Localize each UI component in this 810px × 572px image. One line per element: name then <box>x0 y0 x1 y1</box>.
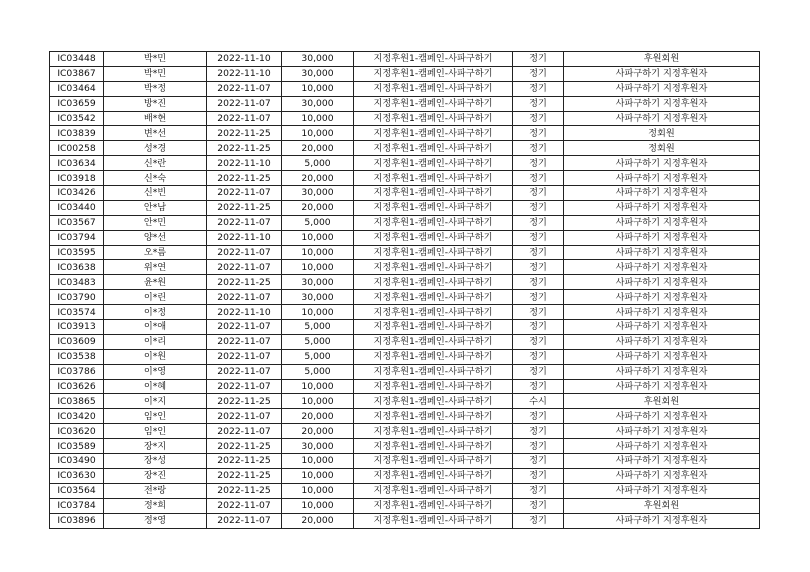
member-type-cell: 사파구하기 지정후원자 <box>564 468 760 483</box>
donation-amount-cell: 30,000 <box>282 52 354 67</box>
donation-date-cell: 2022-11-25 <box>207 200 282 215</box>
donation-amount-cell: 20,000 <box>282 171 354 186</box>
table-row <box>50 156 760 171</box>
table-row <box>50 275 760 290</box>
member-type-cell: 사파구하기 지정후원자 <box>564 215 760 230</box>
donor-id-cell: IC03420 <box>50 409 104 424</box>
donor-name-cell: 안*민 <box>104 215 207 230</box>
donor-id-cell: IC03867 <box>50 66 104 81</box>
designation-cell: 지정후원1-캠페인-사파구하기 <box>354 349 513 364</box>
donor-name-cell: 안*남 <box>104 200 207 215</box>
donor-name-cell: 윤*원 <box>104 275 207 290</box>
donation-date-cell: 2022-11-07 <box>207 96 282 111</box>
table-row <box>50 186 760 201</box>
donor-id-cell: IC03659 <box>50 96 104 111</box>
donor-name-cell: 박*정 <box>104 81 207 96</box>
table-row <box>50 111 760 126</box>
donation-date-cell: 2022-11-10 <box>207 305 282 320</box>
donation-amount-cell: 10,000 <box>282 454 354 469</box>
member-type-cell: 사파구하기 지정후원자 <box>564 186 760 201</box>
table-row <box>50 513 760 528</box>
donor-id-cell: IC03638 <box>50 260 104 275</box>
donation-type-cell: 정기 <box>513 111 564 126</box>
donor-name-cell: 신*란 <box>104 156 207 171</box>
designation-cell: 지정후원1-캠페인-사파구하기 <box>354 260 513 275</box>
member-type-cell: 사파구하기 지정후원자 <box>564 454 760 469</box>
donation-type-cell: 정기 <box>513 81 564 96</box>
donation-date-cell: 2022-11-25 <box>207 454 282 469</box>
member-type-cell: 사파구하기 지정후원자 <box>564 379 760 394</box>
table-row <box>50 364 760 379</box>
donor-id-cell: IC03609 <box>50 334 104 349</box>
member-type-cell: 정회원 <box>564 126 760 141</box>
table-row <box>50 305 760 320</box>
donation-type-cell: 정기 <box>513 349 564 364</box>
donation-type-cell: 정기 <box>513 200 564 215</box>
donation-date-cell: 2022-11-25 <box>207 483 282 498</box>
donation-type-cell: 수시 <box>513 394 564 409</box>
donation-amount-cell: 10,000 <box>282 111 354 126</box>
table-row <box>50 126 760 141</box>
donation-date-cell: 2022-11-07 <box>207 260 282 275</box>
donation-date-cell: 2022-11-07 <box>207 81 282 96</box>
donor-id-cell: IC03483 <box>50 275 104 290</box>
donor-id-cell: IC03542 <box>50 111 104 126</box>
designation-cell: 지정후원1-캠페인-사파구하기 <box>354 215 513 230</box>
donor-id-cell: IC03786 <box>50 364 104 379</box>
table-row <box>50 424 760 439</box>
donation-amount-cell: 10,000 <box>282 379 354 394</box>
donation-type-cell: 정기 <box>513 275 564 290</box>
donation-date-cell: 2022-11-07 <box>207 498 282 513</box>
donation-date-cell: 2022-11-07 <box>207 186 282 201</box>
member-type-cell: 후원회원 <box>564 52 760 67</box>
donor-id-cell: IC03595 <box>50 245 104 260</box>
donor-name-cell: 변*선 <box>104 126 207 141</box>
designation-cell: 지정후원1-캠페인-사파구하기 <box>354 320 513 335</box>
member-type-cell: 후원회원 <box>564 498 760 513</box>
donation-amount-cell: 20,000 <box>282 200 354 215</box>
table-row <box>50 260 760 275</box>
member-type-cell: 사파구하기 지정후원자 <box>564 171 760 186</box>
table-row <box>50 483 760 498</box>
donor-id-cell: IC03426 <box>50 186 104 201</box>
donor-id-cell: IC03567 <box>50 215 104 230</box>
member-type-cell: 사파구하기 지정후원자 <box>564 111 760 126</box>
designation-cell: 지정후원1-캠페인-사파구하기 <box>354 156 513 171</box>
donation-amount-cell: 10,000 <box>282 81 354 96</box>
donation-date-cell: 2022-11-10 <box>207 230 282 245</box>
designation-cell: 지정후원1-캠페인-사파구하기 <box>354 141 513 156</box>
designation-cell: 지정후원1-캠페인-사파구하기 <box>354 275 513 290</box>
table-row <box>50 439 760 454</box>
donation-date-cell: 2022-11-07 <box>207 349 282 364</box>
designation-cell: 지정후원1-캠페인-사파구하기 <box>354 200 513 215</box>
donor-id-cell: IC03626 <box>50 379 104 394</box>
table-row <box>50 454 760 469</box>
member-type-cell: 사파구하기 지정후원자 <box>564 200 760 215</box>
donor-name-cell: 이*혜 <box>104 379 207 394</box>
designation-cell: 지정후원1-캠페인-사파구하기 <box>354 439 513 454</box>
member-type-cell: 사파구하기 지정후원자 <box>564 96 760 111</box>
donation-type-cell: 정기 <box>513 96 564 111</box>
donor-name-cell: 이*원 <box>104 349 207 364</box>
table-row <box>50 141 760 156</box>
donation-amount-cell: 10,000 <box>282 483 354 498</box>
donor-id-cell: IC03490 <box>50 454 104 469</box>
donor-name-cell: 정*영 <box>104 513 207 528</box>
table-row <box>50 349 760 364</box>
designation-cell: 지정후원1-캠페인-사파구하기 <box>354 468 513 483</box>
donation-amount-cell: 10,000 <box>282 305 354 320</box>
donation-amount-cell: 30,000 <box>282 439 354 454</box>
donation-date-cell: 2022-11-25 <box>207 171 282 186</box>
donor-name-cell: 정*희 <box>104 498 207 513</box>
designation-cell: 지정후원1-캠페인-사파구하기 <box>354 81 513 96</box>
donation-date-cell: 2022-11-25 <box>207 439 282 454</box>
member-type-cell: 사파구하기 지정후원자 <box>564 66 760 81</box>
donation-amount-cell: 5,000 <box>282 320 354 335</box>
donation-date-cell: 2022-11-07 <box>207 215 282 230</box>
donor-name-cell: 이*린 <box>104 290 207 305</box>
donation-date-cell: 2022-11-07 <box>207 513 282 528</box>
member-type-cell: 사파구하기 지정후원자 <box>564 513 760 528</box>
donation-type-cell: 정기 <box>513 305 564 320</box>
donation-amount-cell: 10,000 <box>282 126 354 141</box>
donor-id-cell: IC00258 <box>50 141 104 156</box>
designation-cell: 지정후원1-캠페인-사파구하기 <box>354 334 513 349</box>
member-type-cell: 사파구하기 지정후원자 <box>564 290 760 305</box>
donation-amount-cell: 10,000 <box>282 468 354 483</box>
designation-cell: 지정후원1-캠페인-사파구하기 <box>354 96 513 111</box>
donor-name-cell: 장*성 <box>104 454 207 469</box>
donation-type-cell: 정기 <box>513 141 564 156</box>
donation-amount-cell: 20,000 <box>282 513 354 528</box>
donor-id-cell: IC03620 <box>50 424 104 439</box>
donor-name-cell: 전*랑 <box>104 483 207 498</box>
donor-id-cell: IC03448 <box>50 52 104 67</box>
donation-date-cell: 2022-11-10 <box>207 66 282 81</box>
donor-name-cell: 신*빈 <box>104 186 207 201</box>
donation-date-cell: 2022-11-07 <box>207 364 282 379</box>
table-row <box>50 171 760 186</box>
donation-amount-cell: 20,000 <box>282 409 354 424</box>
donation-type-cell: 정기 <box>513 379 564 394</box>
donor-id-cell: IC03538 <box>50 349 104 364</box>
donation-type-cell: 정기 <box>513 171 564 186</box>
donor-name-cell: 임*인 <box>104 409 207 424</box>
donor-id-cell: IC03839 <box>50 126 104 141</box>
donation-type-cell: 정기 <box>513 409 564 424</box>
donor-id-cell: IC03913 <box>50 320 104 335</box>
member-type-cell: 사파구하기 지정후원자 <box>564 364 760 379</box>
donor-name-cell: 임*인 <box>104 424 207 439</box>
donation-date-cell: 2022-11-07 <box>207 320 282 335</box>
donation-type-cell: 정기 <box>513 439 564 454</box>
donor-table <box>49 51 760 529</box>
table-row <box>50 379 760 394</box>
donor-name-cell: 신*숙 <box>104 171 207 186</box>
donor-id-cell: IC03440 <box>50 200 104 215</box>
table-row <box>50 230 760 245</box>
designation-cell: 지정후원1-캠페인-사파구하기 <box>354 290 513 305</box>
donation-amount-cell: 10,000 <box>282 230 354 245</box>
member-type-cell: 사파구하기 지정후원자 <box>564 320 760 335</box>
table-row <box>50 96 760 111</box>
donation-date-cell: 2022-11-25 <box>207 126 282 141</box>
member-type-cell: 후원회원 <box>564 394 760 409</box>
table-row <box>50 498 760 513</box>
donation-date-cell: 2022-11-07 <box>207 334 282 349</box>
member-type-cell: 사파구하기 지정후원자 <box>564 349 760 364</box>
member-type-cell: 사파구하기 지정후원자 <box>564 483 760 498</box>
table-row <box>50 394 760 409</box>
donation-type-cell: 정기 <box>513 483 564 498</box>
member-type-cell: 사파구하기 지정후원자 <box>564 424 760 439</box>
donor-name-cell: 박*민 <box>104 66 207 81</box>
member-type-cell: 사파구하기 지정후원자 <box>564 230 760 245</box>
donation-amount-cell: 30,000 <box>282 96 354 111</box>
donation-amount-cell: 10,000 <box>282 498 354 513</box>
designation-cell: 지정후원1-캠페인-사파구하기 <box>354 513 513 528</box>
donation-type-cell: 정기 <box>513 424 564 439</box>
donor-name-cell: 양*선 <box>104 230 207 245</box>
donation-amount-cell: 10,000 <box>282 260 354 275</box>
donor-id-cell: IC03794 <box>50 230 104 245</box>
donor-id-cell: IC03784 <box>50 498 104 513</box>
member-type-cell: 정회원 <box>564 141 760 156</box>
donation-amount-cell: 30,000 <box>282 186 354 201</box>
designation-cell: 지정후원1-캠페인-사파구하기 <box>354 66 513 81</box>
donation-type-cell: 정기 <box>513 454 564 469</box>
donation-date-cell: 2022-11-07 <box>207 409 282 424</box>
donation-date-cell: 2022-11-07 <box>207 290 282 305</box>
donation-amount-cell: 30,000 <box>282 275 354 290</box>
donor-id-cell: IC03896 <box>50 513 104 528</box>
table-row <box>50 290 760 305</box>
table-row <box>50 200 760 215</box>
designation-cell: 지정후원1-캠페인-사파구하기 <box>354 171 513 186</box>
donation-amount-cell: 20,000 <box>282 141 354 156</box>
donor-name-cell: 위*연 <box>104 260 207 275</box>
designation-cell: 지정후원1-캠페인-사파구하기 <box>354 245 513 260</box>
donor-id-cell: IC03589 <box>50 439 104 454</box>
donor-name-cell: 박*민 <box>104 52 207 67</box>
donation-date-cell: 2022-11-25 <box>207 468 282 483</box>
donation-amount-cell: 10,000 <box>282 394 354 409</box>
donation-amount-cell: 10,000 <box>282 245 354 260</box>
donation-date-cell: 2022-11-07 <box>207 424 282 439</box>
table-row <box>50 409 760 424</box>
donor-name-cell: 이*리 <box>104 334 207 349</box>
donor-id-cell: IC03574 <box>50 305 104 320</box>
designation-cell: 지정후원1-캠페인-사파구하기 <box>354 379 513 394</box>
designation-cell: 지정후원1-캠페인-사파구하기 <box>354 111 513 126</box>
donor-id-cell: IC03464 <box>50 81 104 96</box>
donation-date-cell: 2022-11-07 <box>207 245 282 260</box>
donor-name-cell: 오*름 <box>104 245 207 260</box>
donation-date-cell: 2022-11-10 <box>207 52 282 67</box>
donor-name-cell: 방*진 <box>104 96 207 111</box>
designation-cell: 지정후원1-캠페인-사파구하기 <box>354 126 513 141</box>
donation-amount-cell: 5,000 <box>282 156 354 171</box>
table-row <box>50 468 760 483</box>
donation-amount-cell: 20,000 <box>282 424 354 439</box>
donor-id-cell: IC03564 <box>50 483 104 498</box>
member-type-cell: 사파구하기 지정후원자 <box>564 275 760 290</box>
donation-type-cell: 정기 <box>513 156 564 171</box>
member-type-cell: 사파구하기 지정후원자 <box>564 260 760 275</box>
table-row <box>50 245 760 260</box>
donation-type-cell: 정기 <box>513 260 564 275</box>
donation-type-cell: 정기 <box>513 186 564 201</box>
designation-cell: 지정후원1-캠페인-사파구하기 <box>354 52 513 67</box>
donation-type-cell: 정기 <box>513 245 564 260</box>
table-row <box>50 66 760 81</box>
donor-name-cell: 이*지 <box>104 394 207 409</box>
member-type-cell: 사파구하기 지정후원자 <box>564 81 760 96</box>
designation-cell: 지정후원1-캠페인-사파구하기 <box>354 498 513 513</box>
donor-id-cell: IC03865 <box>50 394 104 409</box>
donation-type-cell: 정기 <box>513 364 564 379</box>
member-type-cell: 사파구하기 지정후원자 <box>564 409 760 424</box>
member-type-cell: 사파구하기 지정후원자 <box>564 305 760 320</box>
donation-date-cell: 2022-11-25 <box>207 394 282 409</box>
donor-id-cell: IC03630 <box>50 468 104 483</box>
donor-name-cell: 성*경 <box>104 141 207 156</box>
table-row <box>50 81 760 96</box>
donation-date-cell: 2022-11-25 <box>207 141 282 156</box>
designation-cell: 지정후원1-캠페인-사파구하기 <box>354 424 513 439</box>
member-type-cell: 사파구하기 지정후원자 <box>564 439 760 454</box>
donation-type-cell: 정기 <box>513 126 564 141</box>
designation-cell: 지정후원1-캠페인-사파구하기 <box>354 454 513 469</box>
donation-date-cell: 2022-11-25 <box>207 275 282 290</box>
designation-cell: 지정후원1-캠페인-사파구하기 <box>354 483 513 498</box>
donation-type-cell: 정기 <box>513 290 564 305</box>
donor-name-cell: 장*지 <box>104 439 207 454</box>
designation-cell: 지정후원1-캠페인-사파구하기 <box>354 394 513 409</box>
donation-amount-cell: 30,000 <box>282 66 354 81</box>
donor-id-cell: IC03790 <box>50 290 104 305</box>
donor-id-cell: IC03918 <box>50 171 104 186</box>
donation-amount-cell: 5,000 <box>282 334 354 349</box>
donation-date-cell: 2022-11-07 <box>207 379 282 394</box>
donation-amount-cell: 5,000 <box>282 215 354 230</box>
designation-cell: 지정후원1-캠페인-사파구하기 <box>354 409 513 424</box>
donation-type-cell: 정기 <box>513 334 564 349</box>
donation-type-cell: 정기 <box>513 230 564 245</box>
donor-name-cell: 이*정 <box>104 305 207 320</box>
designation-cell: 지정후원1-캠페인-사파구하기 <box>354 305 513 320</box>
table-row <box>50 320 760 335</box>
donation-type-cell: 정기 <box>513 66 564 81</box>
member-type-cell: 사파구하기 지정후원자 <box>564 245 760 260</box>
donation-type-cell: 정기 <box>513 52 564 67</box>
member-type-cell: 사파구하기 지정후원자 <box>564 334 760 349</box>
donor-name-cell: 이*영 <box>104 364 207 379</box>
donation-type-cell: 정기 <box>513 215 564 230</box>
table-row <box>50 215 760 230</box>
table-body <box>50 52 760 529</box>
designation-cell: 지정후원1-캠페인-사파구하기 <box>354 186 513 201</box>
donation-amount-cell: 5,000 <box>282 364 354 379</box>
donation-type-cell: 정기 <box>513 468 564 483</box>
donor-name-cell: 장*진 <box>104 468 207 483</box>
donation-amount-cell: 30,000 <box>282 290 354 305</box>
donation-date-cell: 2022-11-07 <box>207 111 282 126</box>
donor-name-cell: 이*애 <box>104 320 207 335</box>
table-row <box>50 52 760 67</box>
donor-id-cell: IC03634 <box>50 156 104 171</box>
donation-type-cell: 정기 <box>513 320 564 335</box>
donation-type-cell: 정기 <box>513 498 564 513</box>
designation-cell: 지정후원1-캠페인-사파구하기 <box>354 364 513 379</box>
donation-date-cell: 2022-11-10 <box>207 156 282 171</box>
member-type-cell: 사파구하기 지정후원자 <box>564 156 760 171</box>
donation-type-cell: 정기 <box>513 513 564 528</box>
designation-cell: 지정후원1-캠페인-사파구하기 <box>354 230 513 245</box>
donation-amount-cell: 5,000 <box>282 349 354 364</box>
donor-name-cell: 배*현 <box>104 111 207 126</box>
table-row <box>50 334 760 349</box>
